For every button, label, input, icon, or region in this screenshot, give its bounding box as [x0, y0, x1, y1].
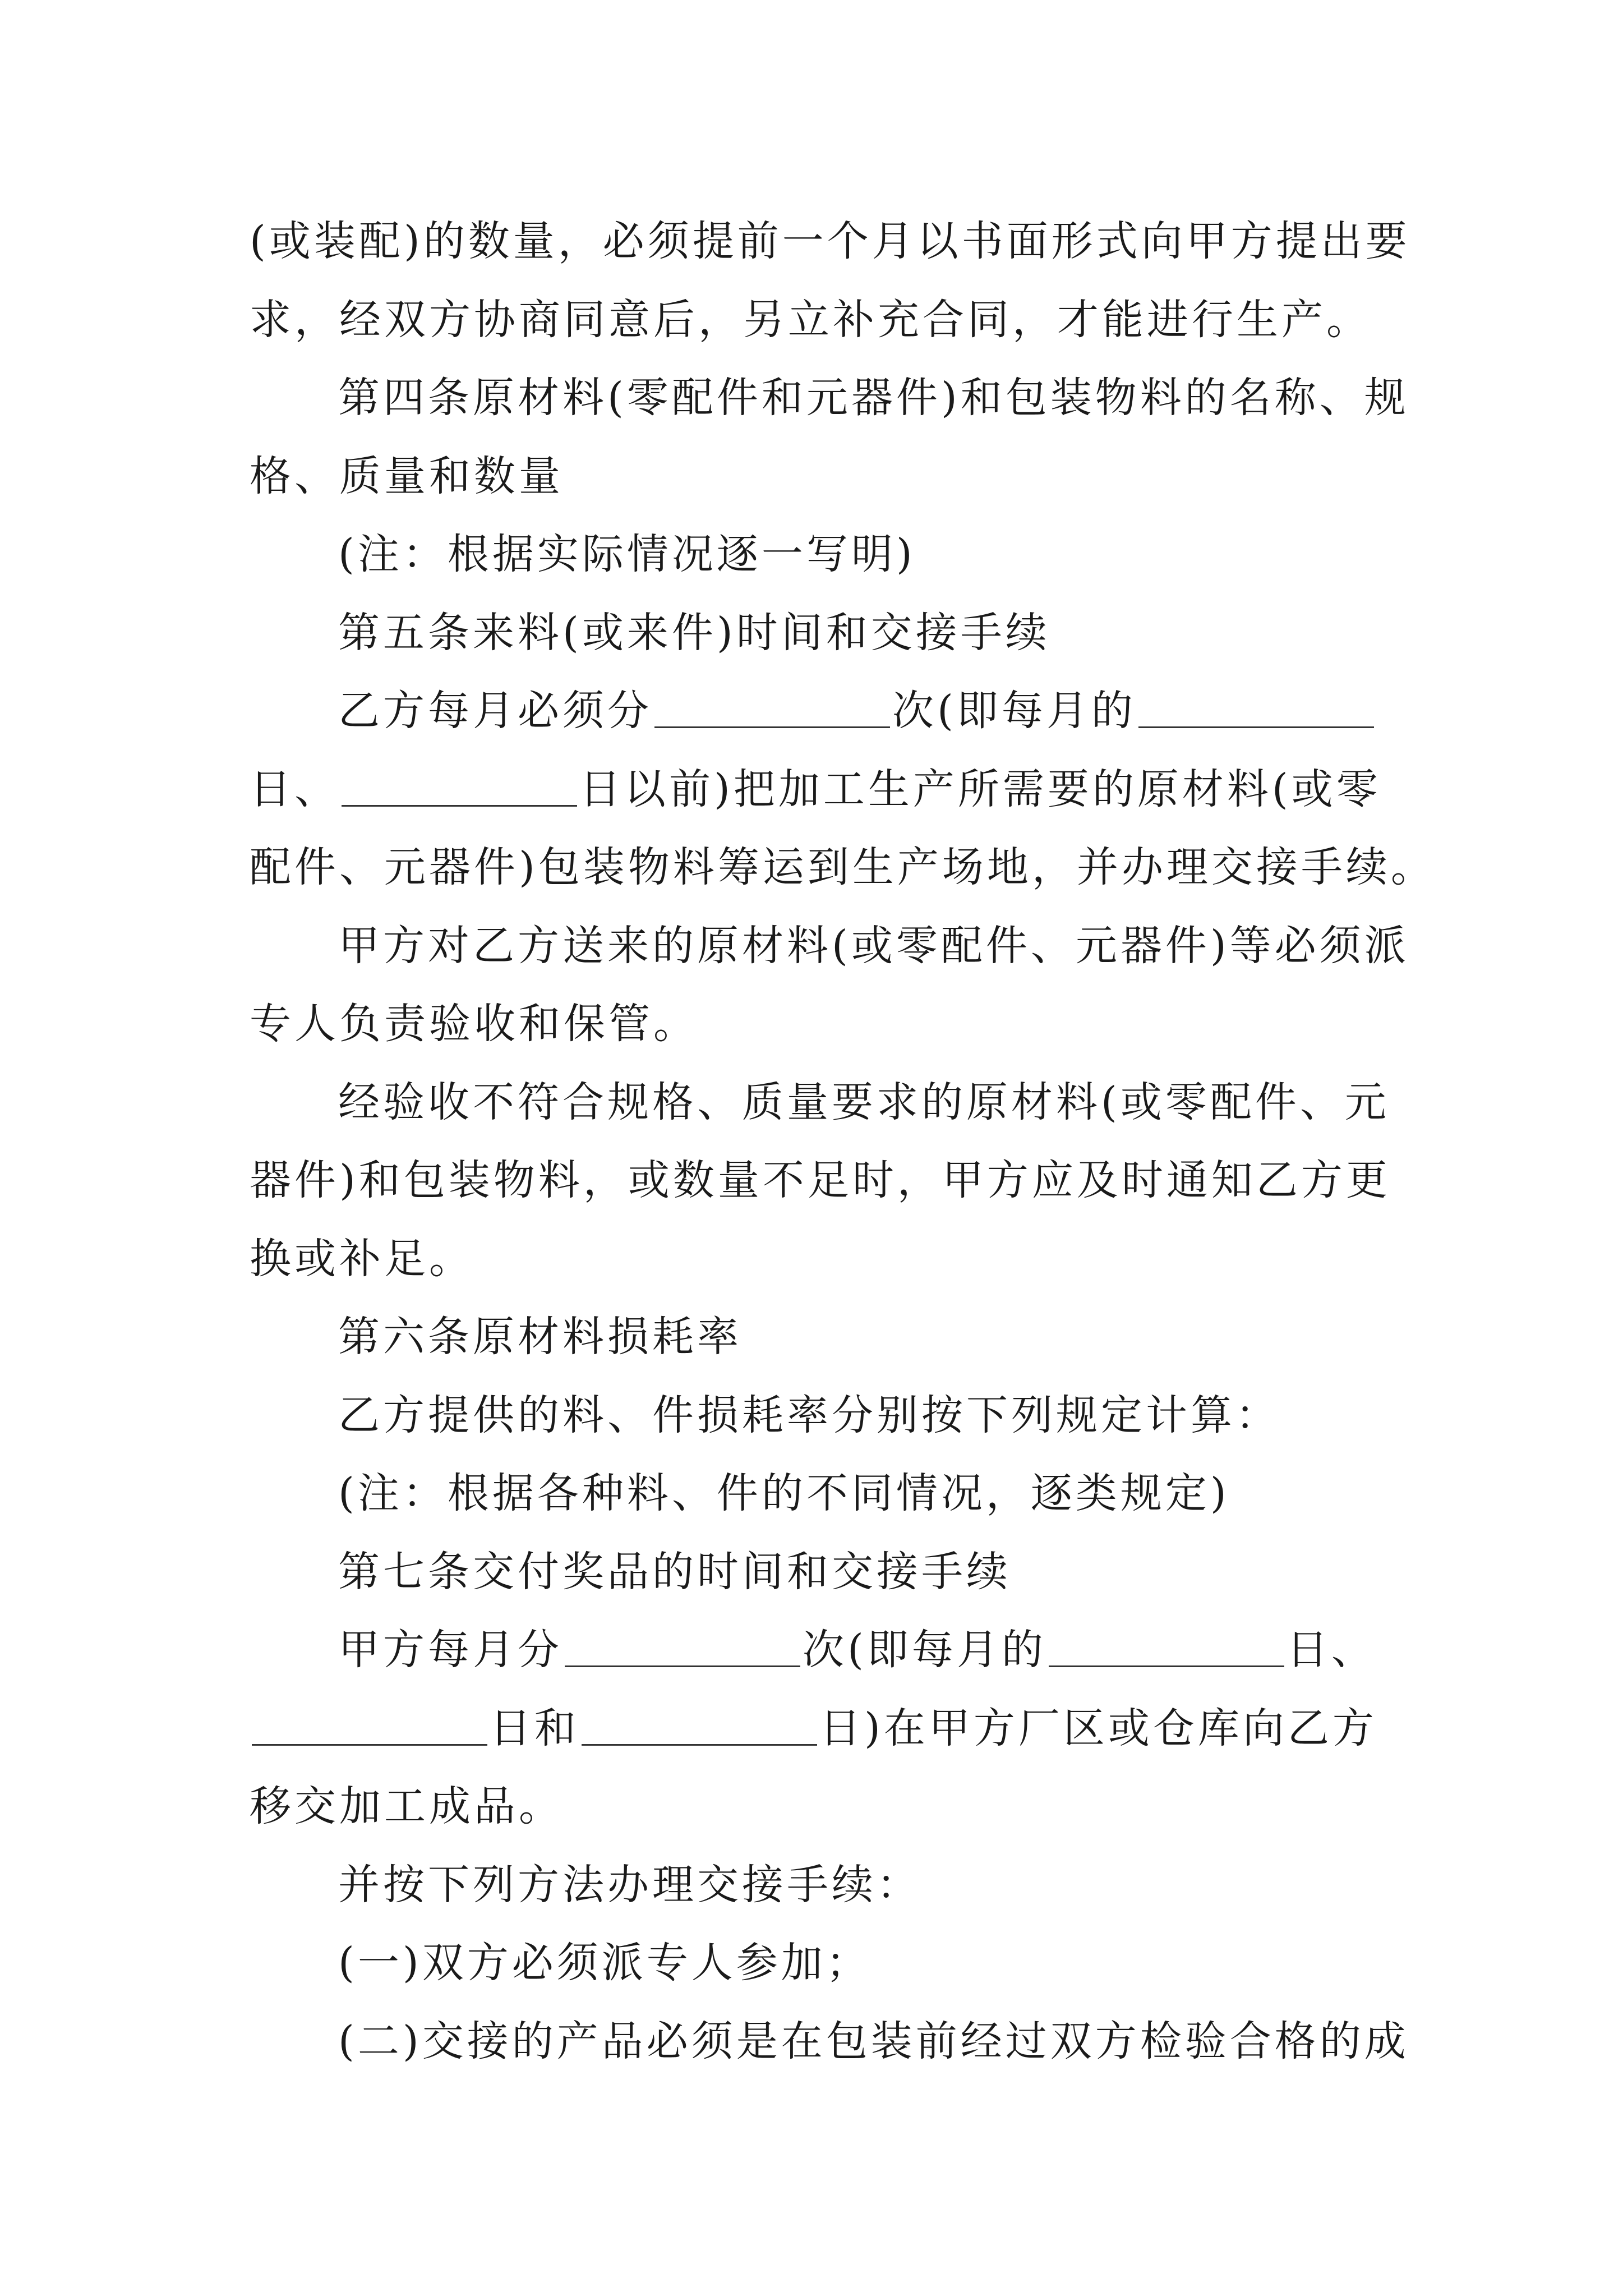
line-text: 乙方提供的料、件损耗率分别按下列规定计算：: [338, 1391, 1280, 1439]
note-line: [338, 1455, 1623, 1531]
line-text: 经验收不符合规格、质量要求的原材料(或零配件、元: [338, 1078, 1390, 1126]
fill-in-blank[interactable]: [1138, 693, 1374, 728]
line-text: (一)双方必须派专人参加；: [338, 1939, 871, 1987]
line-text: 第七条交付奖品的时间和交接手续: [338, 1548, 1011, 1596]
line-text: 器件)和包装物料，或数量不足时，甲方应及时通知乙方更: [250, 1156, 1391, 1204]
line-text: 次(即每月的: [892, 687, 1136, 735]
line-text: 甲方对乙方送来的原材料(或零配件、元器件)等必须派: [338, 922, 1409, 970]
line-text: 格、质量和数量: [250, 452, 564, 500]
line-text: 日、: [1286, 1626, 1376, 1674]
text-line-with-blanks: [250, 751, 1623, 827]
text-line: [250, 203, 1623, 279]
text-line: [250, 1768, 1623, 1844]
line-text: 并按下列方法办理交接手续：: [338, 1861, 921, 1909]
text-line: [250, 829, 1623, 905]
text-line: [250, 438, 1623, 514]
fill-in-blank[interactable]: [582, 1710, 817, 1746]
text-line: [250, 1221, 1623, 1297]
text-line-with-blanks: [338, 1612, 1623, 1688]
line-text: 日以前)把加工生产所需要的原材料(或零: [579, 765, 1381, 813]
line-text: 次(即每月的: [803, 1626, 1046, 1674]
text-line-with-blanks: [250, 1690, 1623, 1766]
text-line: [338, 1064, 1623, 1140]
article-heading: [338, 1534, 1623, 1610]
line-text: (二)交接的产品必须是在包装前经过双方检验合格的成: [338, 2017, 1409, 2065]
line-text: 日、: [250, 765, 339, 813]
line-text: 第四条原材料(零配件和元器件)和包装物料的名称、规: [338, 374, 1409, 422]
line-text: 日和: [490, 1704, 579, 1752]
text-line-with-blanks: [338, 673, 1623, 749]
article-heading: [338, 595, 1623, 671]
line-text: (注：根据各种料、件的不同情况，逐类规定): [338, 1469, 1230, 1517]
note-line: [338, 516, 1623, 592]
line-text: 配件、元器件)包装物料筹运到生产场地，并办理交接手续。: [250, 843, 1436, 891]
line-text: 甲方每月分: [338, 1626, 562, 1674]
fill-in-blank[interactable]: [654, 693, 890, 728]
text-line: [250, 282, 1623, 358]
line-text: 求，经双方协商同意后，另立补充合同，才能进行生产。: [250, 296, 1371, 344]
article-heading: [338, 1299, 1623, 1375]
list-item: [338, 2003, 1623, 2079]
fill-in-blank[interactable]: [1049, 1632, 1284, 1667]
text-line: [338, 1847, 1623, 1923]
fill-in-blank[interactable]: [565, 1632, 800, 1667]
article-heading: [338, 360, 1623, 436]
line-text: 第五条来料(或来件)时间和交接手续: [338, 609, 1050, 657]
fill-in-blank[interactable]: [252, 1710, 487, 1746]
fill-in-blank[interactable]: [342, 771, 577, 807]
line-text: 专人负责验收和保管。: [250, 1000, 698, 1048]
line-text: (或装配)的数量，必须提前一个月以书面形式向甲方提出要: [250, 217, 1410, 265]
line-text: (注：根据实际情况逐一写明): [338, 530, 916, 578]
line-text: 第六条原材料损耗率: [338, 1313, 742, 1361]
line-text: 乙方每月必须分: [338, 687, 652, 735]
text-line: [250, 986, 1623, 1062]
line-text: 换或补足。: [250, 1235, 474, 1283]
list-item: [338, 1925, 1623, 2001]
text-line: [338, 1377, 1623, 1453]
line-text: 日)在甲方厂区或仓库向乙方: [819, 1704, 1377, 1752]
line-text: 移交加工成品。: [250, 1782, 564, 1830]
text-line: [250, 1142, 1623, 1218]
text-line: [338, 908, 1623, 984]
